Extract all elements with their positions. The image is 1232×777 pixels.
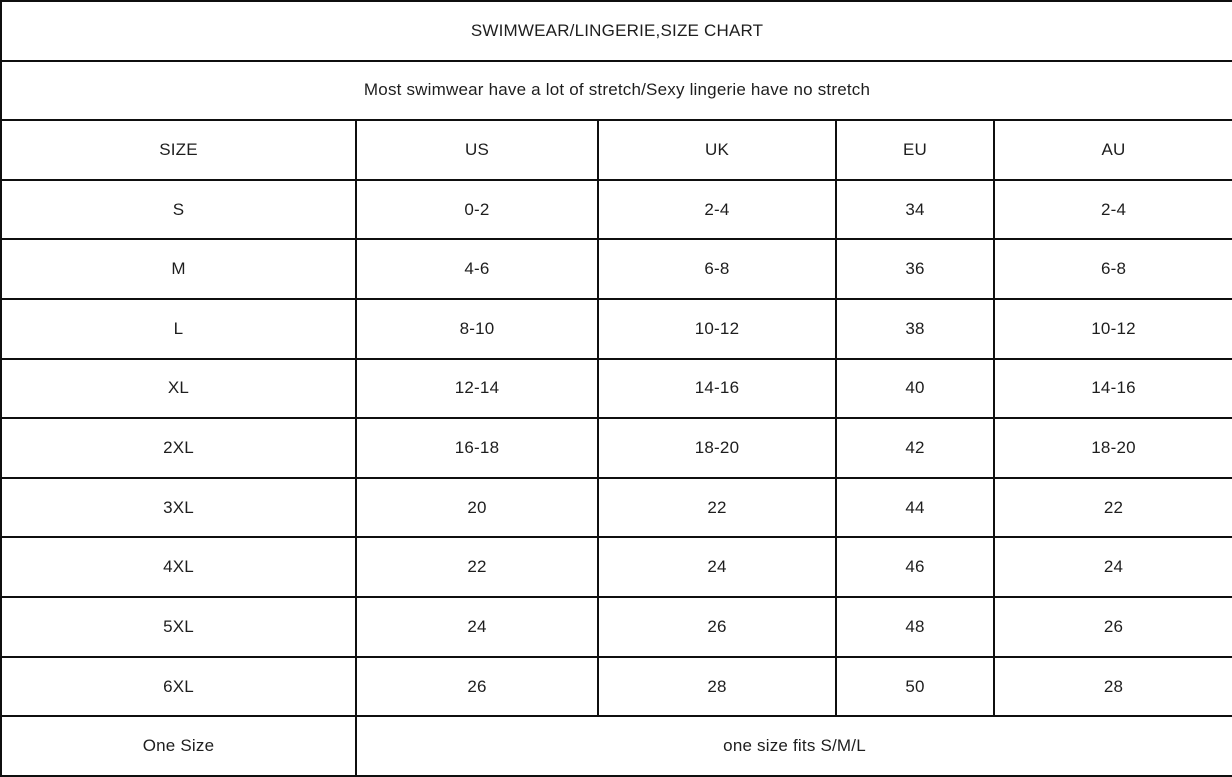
- table-row-2xl: [1, 418, 1232, 478]
- size-cell: L: [1, 299, 356, 359]
- au-cell: 22: [994, 478, 1232, 538]
- us-cell: 8-10: [356, 299, 598, 359]
- column-header-au: AU: [994, 120, 1232, 180]
- au-cell: 10-12: [994, 299, 1232, 359]
- uk-cell: 2-4: [598, 180, 836, 240]
- table-row-5xl: [1, 597, 1232, 657]
- us-cell: 22: [356, 537, 598, 597]
- uk-cell: 22: [598, 478, 836, 538]
- us-cell: 24: [356, 597, 598, 657]
- us-cell: 4-6: [356, 239, 598, 299]
- size-cell: 3XL: [1, 478, 356, 538]
- chart-title: SWIMWEAR/LINGERIE,SIZE CHART: [1, 1, 1232, 61]
- eu-cell: 34: [836, 180, 994, 240]
- au-cell: 2-4: [994, 180, 1232, 240]
- size-cell: 2XL: [1, 418, 356, 478]
- size-cell: XL: [1, 359, 356, 419]
- header-row: [1, 120, 1232, 180]
- us-cell: 0-2: [356, 180, 598, 240]
- table-row-s: [1, 180, 1232, 240]
- us-cell: 20: [356, 478, 598, 538]
- column-header-uk: UK: [598, 120, 836, 180]
- uk-cell: 10-12: [598, 299, 836, 359]
- eu-cell: 48: [836, 597, 994, 657]
- table-row-3xl: [1, 478, 1232, 538]
- uk-cell: 14-16: [598, 359, 836, 419]
- uk-cell: 24: [598, 537, 836, 597]
- au-cell: 26: [994, 597, 1232, 657]
- column-header-us: US: [356, 120, 598, 180]
- table-row-xl: [1, 359, 1232, 419]
- chart-subtitle: Most swimwear have a lot of stretch/Sexy lingerie have no stretch: [1, 61, 1232, 121]
- eu-cell: 46: [836, 537, 994, 597]
- eu-cell: 36: [836, 239, 994, 299]
- table-row-4xl: [1, 537, 1232, 597]
- eu-cell: 50: [836, 657, 994, 717]
- uk-cell: 26: [598, 597, 836, 657]
- size-cell: 4XL: [1, 537, 356, 597]
- au-cell: 6-8: [994, 239, 1232, 299]
- column-header-eu: EU: [836, 120, 994, 180]
- column-header-size: SIZE: [1, 120, 356, 180]
- size-cell: 5XL: [1, 597, 356, 657]
- subtitle-row: [1, 61, 1232, 121]
- au-cell: 28: [994, 657, 1232, 717]
- au-cell: 24: [994, 537, 1232, 597]
- us-cell: 12-14: [356, 359, 598, 419]
- us-cell: 26: [356, 657, 598, 717]
- au-cell: 18-20: [994, 418, 1232, 478]
- uk-cell: 18-20: [598, 418, 836, 478]
- title-row: [1, 1, 1232, 61]
- eu-cell: 42: [836, 418, 994, 478]
- size-cell: S: [1, 180, 356, 240]
- eu-cell: 38: [836, 299, 994, 359]
- eu-cell: 40: [836, 359, 994, 419]
- size-cell: 6XL: [1, 657, 356, 717]
- table-row-6xl: [1, 657, 1232, 717]
- size-cell: M: [1, 239, 356, 299]
- table-row-m: [1, 239, 1232, 299]
- au-cell: 14-16: [994, 359, 1232, 419]
- one-size-merged-cell: one size fits S/M/L: [356, 716, 1232, 776]
- size-cell: One Size: [1, 716, 356, 776]
- us-cell: 16-18: [356, 418, 598, 478]
- table-row-l: [1, 299, 1232, 359]
- table-row-one-size: [1, 716, 1232, 776]
- uk-cell: 6-8: [598, 239, 836, 299]
- eu-cell: 44: [836, 478, 994, 538]
- uk-cell: 28: [598, 657, 836, 717]
